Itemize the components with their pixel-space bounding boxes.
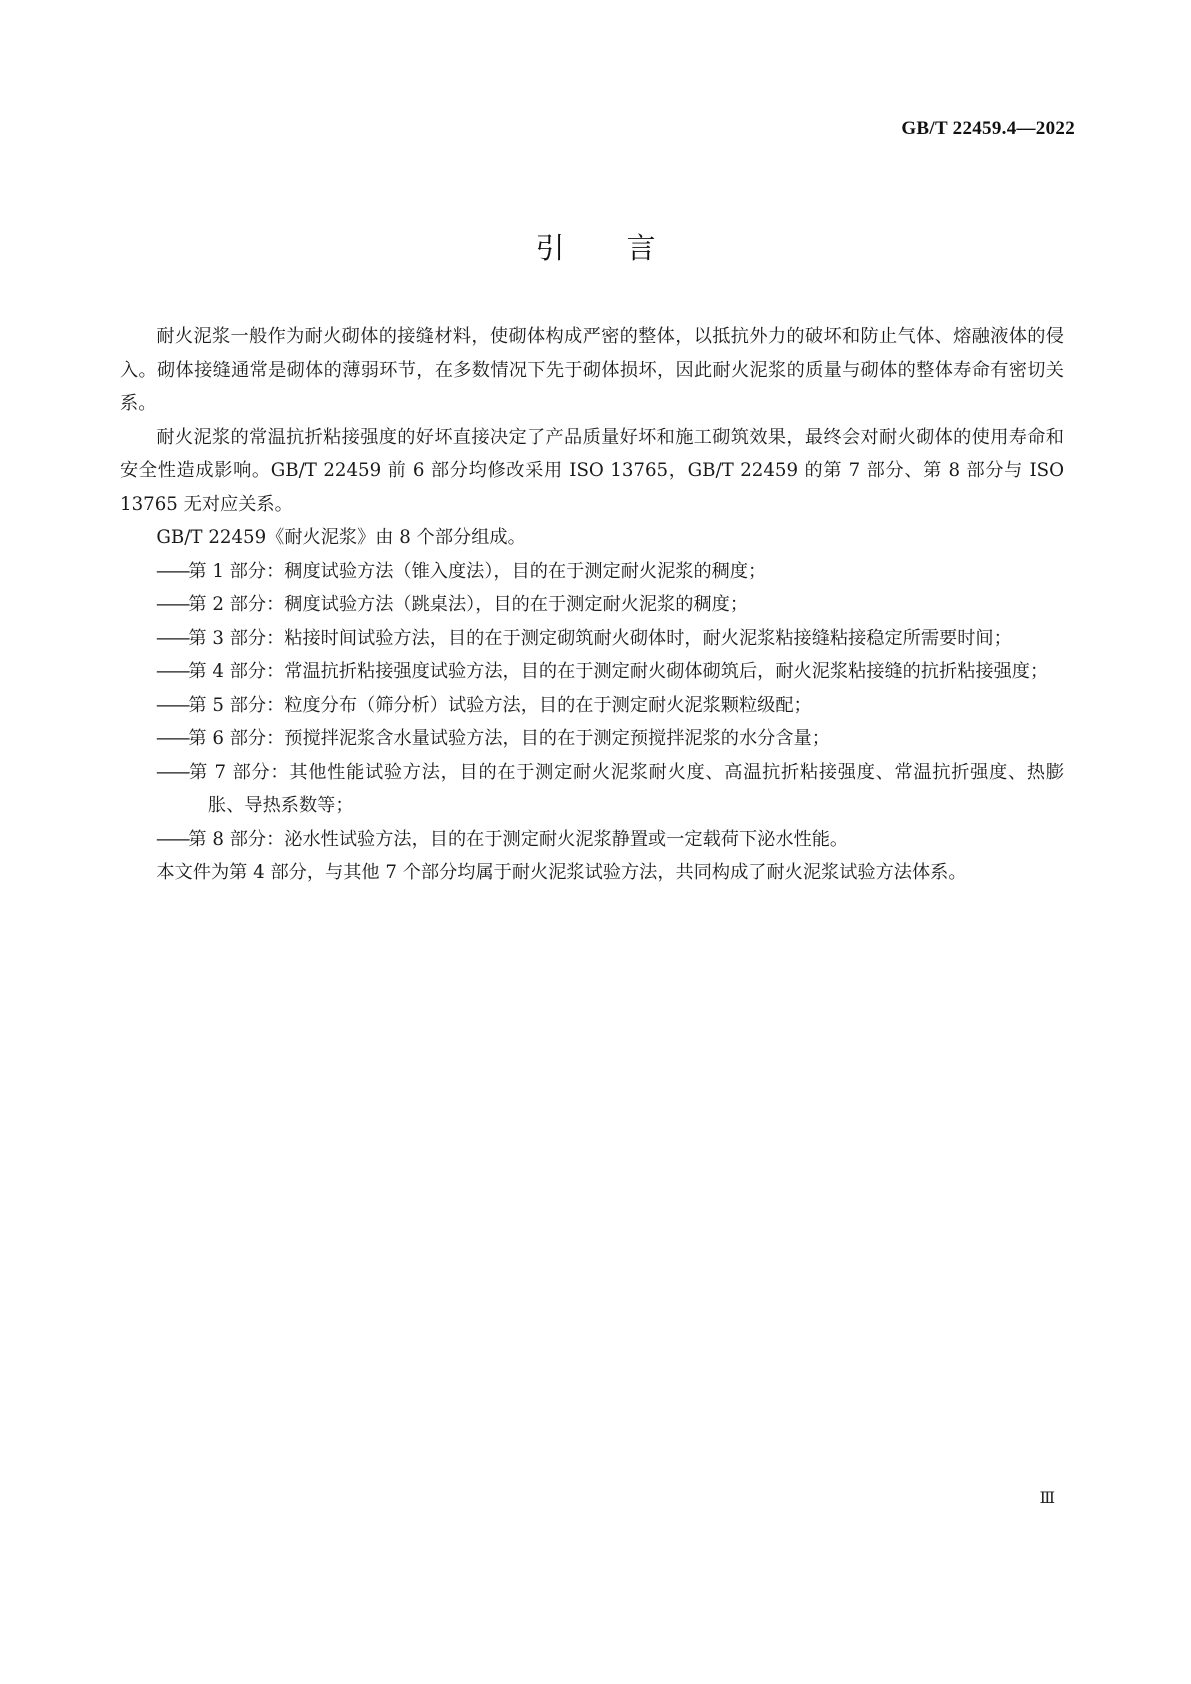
dash-marker: ——	[156, 594, 189, 615]
list-item	[120, 689, 1064, 723]
document-body	[120, 320, 1064, 890]
standard-number: GB/T 22459.4—2022	[901, 118, 1075, 139]
list-item	[120, 722, 1064, 756]
intro-paragraph-1: 耐火泥浆一般作为耐火砌体的接缝材料，使砌体构成严密的整体，以抵抗外力的破坏和防止气体、熔融液体的侵入。砌体接缝通常是砌体的薄弱环节，在多数情况下先于砌体损坏，因此耐火泥浆的质量与砌体的整体寿命有密切关系。	[120, 326, 1064, 414]
list-item	[120, 823, 1064, 857]
dash-marker: ——	[156, 728, 189, 749]
part-text: 第 3 部分：粘接时间试验方法，目的在于测定砌筑耐火砌体时，耐火泥浆粘接缝粘接稳定所需要时间；	[188, 627, 1012, 649]
part-text: 第 8 部分：泌水性试验方法，目的在于测定耐火泥浆静置或一定载荷下泌水性能。	[188, 828, 849, 850]
intro-paragraph-3: GB/T 22459《耐火泥浆》由 8 个部分组成。	[156, 527, 526, 548]
dash-marker: ——	[156, 761, 189, 783]
dash-marker: ——	[156, 828, 189, 850]
dash-marker: ——	[156, 560, 189, 582]
list-item	[120, 655, 1064, 689]
list-item	[120, 622, 1064, 656]
page-title-right-char: 言	[626, 231, 656, 265]
dash-marker: ——	[156, 661, 189, 682]
list-item	[120, 555, 1064, 589]
parts-list	[120, 555, 1064, 857]
part-text: 第 6 部分：预搅拌泥浆含水量试验方法，目的在于测定预搅拌泥浆的水分含量；	[188, 728, 830, 749]
part-text: 第 2 部分：稠度试验方法（跳桌法），目的在于测定耐火泥浆的稠度；	[188, 594, 749, 615]
list-item	[120, 756, 1064, 823]
intro-paragraph-2: 耐火泥浆的常温抗折粘接强度的好坏直接决定了产品质量好坏和施工砌筑效果，最终会对耐火砌体的使用寿命和安全性造成影响。GB/T 22459 前 6 部分均修改采用 ISO 13765，GB/T 22459 的第 7 部分、第 8 部分与 ISO 13765 无对应关系。	[120, 426, 1064, 515]
part-text: 第 4 部分：常温抗折粘接强度试验方法，目的在于测定耐火砌体砌筑后，耐火泥浆粘接缝的抗折粘接强度；	[188, 661, 1049, 682]
page-title	[0, 226, 1191, 267]
dash-marker: ——	[156, 694, 189, 716]
list-item	[120, 588, 1064, 622]
part-text: 第 7 部分：其他性能试验方法，目的在于测定耐火泥浆耐火度、高温抗折粘接强度、常温抗折强度、热膨胀、导热系数等；	[188, 761, 1064, 816]
dash-marker: ——	[156, 627, 189, 649]
page-title-left-char: 引	[535, 231, 565, 265]
page-number: Ⅲ	[1039, 1490, 1055, 1507]
part-text: 第 1 部分：稠度试验方法（锥入度法），目的在于测定耐火泥浆的稠度；	[188, 560, 767, 582]
part-text: 第 5 部分：粒度分布（筛分析）试验方法，目的在于测定耐火泥浆颗粒级配；	[188, 694, 812, 716]
closing-paragraph: 本文件为第 4 部分，与其他 7 个部分均属于耐火泥浆试验方法，共同构成了耐火泥浆试验方法体系。	[156, 862, 967, 883]
